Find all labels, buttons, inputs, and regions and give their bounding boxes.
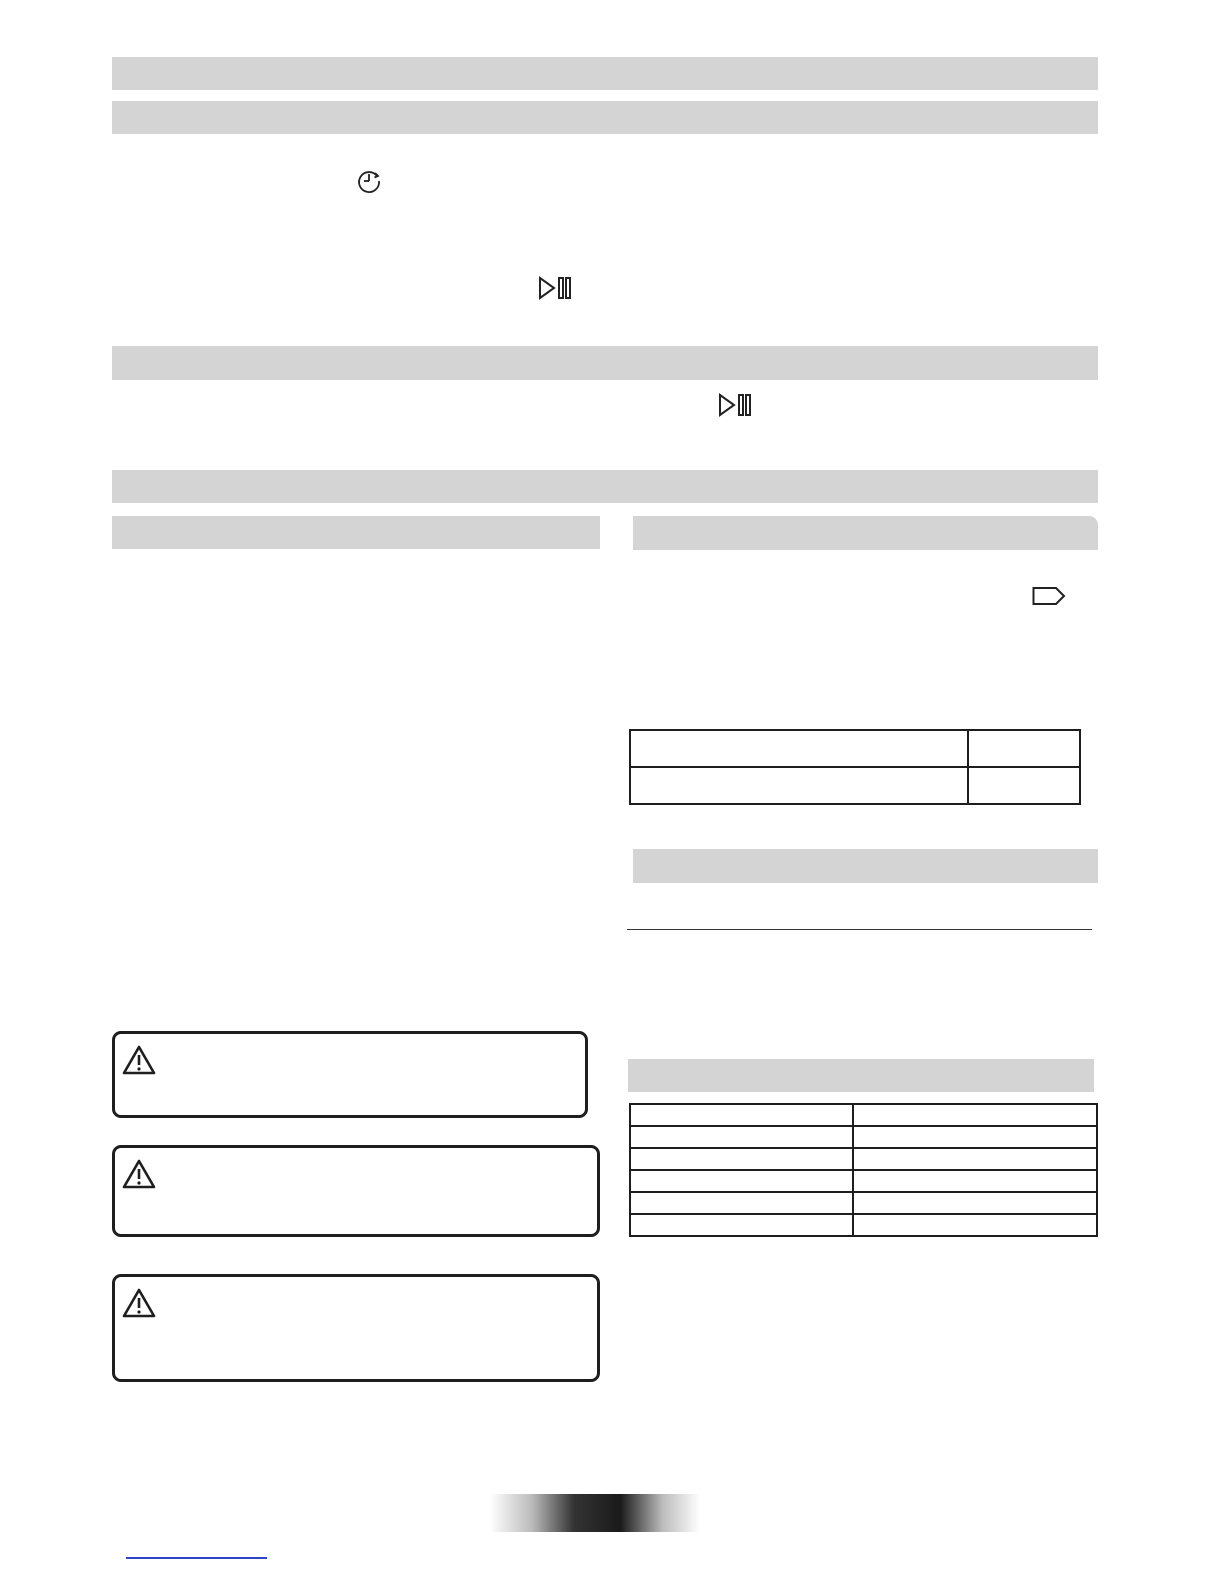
table-row [630, 1192, 1097, 1214]
warning-box [112, 1031, 588, 1118]
table-row [630, 1170, 1097, 1192]
specifications-table [629, 1103, 1098, 1237]
right-column-header-bar [633, 849, 1098, 883]
divider-line [627, 929, 1092, 930]
warning-triangle-icon [121, 1044, 157, 1076]
table-cell [630, 1148, 853, 1170]
warning-box [112, 1145, 600, 1237]
section-header-bar [112, 470, 1098, 503]
warning-triangle-icon [121, 1158, 157, 1190]
section-header-bar [112, 57, 1098, 90]
table-cell [853, 1192, 1097, 1214]
table-row [630, 730, 1080, 767]
table-cell [630, 767, 968, 804]
left-column-header-bar [112, 516, 600, 549]
right-column-header-bar [633, 516, 1098, 550]
table-cell [853, 1126, 1097, 1148]
table-cell [968, 767, 1080, 804]
table-cell [630, 1170, 853, 1192]
table-cell [630, 1104, 853, 1126]
table-row [630, 1214, 1097, 1236]
table-cell [853, 1170, 1097, 1192]
section-header-bar [112, 346, 1098, 380]
table-row [630, 1148, 1097, 1170]
warning-triangle-icon [121, 1287, 157, 1319]
table-cell [968, 730, 1080, 767]
table-cell [630, 1126, 853, 1148]
table-cell [630, 1192, 853, 1214]
delay-timer-icon [356, 168, 382, 194]
page-number [490, 1494, 700, 1532]
link-underline[interactable] [126, 1557, 267, 1559]
settings-table [629, 729, 1081, 805]
right-column-header-bar [628, 1059, 1094, 1092]
table-cell [630, 730, 968, 767]
table-row [630, 1126, 1097, 1148]
subsection-header-bar [112, 101, 1098, 134]
table-cell [630, 1214, 853, 1236]
table-cell [853, 1148, 1097, 1170]
table-cell [853, 1104, 1097, 1126]
start-pause-icon [538, 276, 574, 300]
table-row [630, 1104, 1097, 1126]
label-tag-icon [1032, 585, 1066, 607]
table-row [630, 767, 1080, 804]
start-pause-icon [718, 393, 754, 417]
table-cell [853, 1214, 1097, 1236]
warning-box [112, 1274, 600, 1382]
